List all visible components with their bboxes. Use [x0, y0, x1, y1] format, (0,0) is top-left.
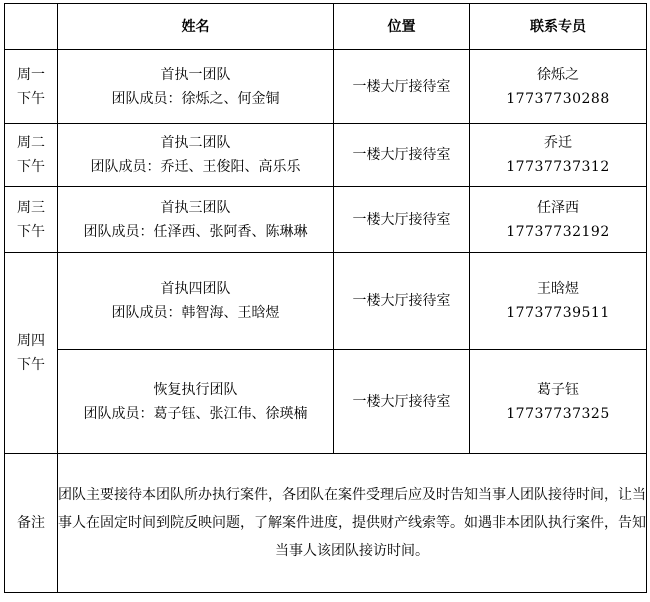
members-label: 团队成员：: [90, 159, 161, 175]
contact-name: 徐烁之: [537, 66, 579, 83]
day-cell: [5, 50, 58, 124]
contact-cell: [470, 187, 647, 253]
members: 乔迁、王俊阳、高乐乐: [160, 159, 301, 175]
team-cell: [58, 187, 334, 253]
location: 一楼大厅接待室: [352, 211, 451, 228]
header-contact: 联系专员: [470, 4, 647, 50]
contact-cell: [470, 350, 647, 454]
table-row: [5, 350, 647, 454]
members-label: 团队成员：: [111, 90, 182, 107]
time-label: 下午: [17, 223, 45, 240]
member-line: [58, 155, 333, 179]
contact-cell: [470, 124, 647, 187]
time-label: 下午: [17, 159, 45, 175]
contact-name: 乔迁: [544, 135, 572, 151]
schedule-table: [4, 3, 647, 593]
contact-name: 王晗煜: [537, 281, 579, 297]
team-name: 恢复执行团队: [153, 381, 238, 398]
member-line: [58, 402, 333, 426]
day-label: 周四: [17, 333, 45, 349]
day-cell: [5, 253, 58, 454]
table-row: [5, 253, 647, 350]
contact-phone: 17737739511: [506, 305, 610, 321]
location-cell: [334, 253, 470, 350]
members: 任泽西、张阿香、陈琳琳: [153, 223, 308, 240]
contact-phone: 17737730288: [506, 90, 610, 107]
header-location: 位置: [334, 4, 470, 50]
note-row: [5, 454, 647, 593]
table-row: [5, 124, 647, 187]
contact-name: 葛子钰: [537, 381, 579, 398]
day-label: 周三: [17, 199, 45, 216]
members-label: 团队成员：: [83, 223, 154, 240]
contact-phone: 17737737312: [506, 159, 610, 175]
time-label: 下午: [17, 357, 45, 373]
members: 徐烁之、何金铜: [181, 90, 280, 107]
location-cell: [334, 50, 470, 124]
day-label: 周一: [17, 66, 45, 83]
member-line: [58, 220, 333, 244]
note-text: 团队主要接待本团队所办执行案件，各团队在案件受理后应及时告知当事人团队接待时间，让当事人在固定时间到院反映问题，了解案件进度，提供财产线索等。如遇非本团队执行案件，告知当事人该团队接访时间。: [58, 487, 646, 559]
team-cell: [58, 350, 334, 454]
header-name: 姓名: [58, 4, 334, 50]
team-name: 首执四团队: [160, 281, 231, 297]
header-row: [5, 4, 647, 50]
header-day: [5, 4, 58, 50]
team-name: 首执二团队: [160, 135, 231, 151]
contact-phone: 17737732192: [506, 223, 610, 240]
note-label: 备注: [5, 454, 58, 593]
team-name: 首执一团队: [160, 66, 231, 83]
contact-cell: [470, 253, 647, 350]
contact-phone: 17737737325: [506, 405, 610, 422]
member-line: [58, 87, 333, 111]
day-cell: [5, 187, 58, 253]
team-name: 首执三团队: [160, 199, 231, 216]
members-label: 团队成员：: [83, 405, 154, 422]
location-cell: [334, 187, 470, 253]
contact-name: 任泽西: [537, 199, 579, 216]
day-label: 周二: [17, 135, 45, 151]
members: 韩智海、王晗煜: [181, 305, 280, 321]
location: 一楼大厅接待室: [352, 293, 451, 309]
location-cell: [334, 350, 470, 454]
team-cell: [58, 124, 334, 187]
location-cell: [334, 124, 470, 187]
note-cell: [58, 454, 647, 593]
location: 一楼大厅接待室: [352, 78, 451, 95]
members: 葛子钰、张江伟、徐瑛楠: [153, 405, 308, 422]
table-row: [5, 50, 647, 124]
time-label: 下午: [17, 90, 45, 107]
member-line: [58, 301, 333, 325]
team-cell: [58, 253, 334, 350]
members-label: 团队成员：: [111, 305, 182, 321]
contact-cell: [470, 50, 647, 124]
day-cell: [5, 124, 58, 187]
table-row: [5, 187, 647, 253]
location: 一楼大厅接待室: [352, 393, 451, 410]
location: 一楼大厅接待室: [352, 147, 451, 163]
team-cell: [58, 50, 334, 124]
